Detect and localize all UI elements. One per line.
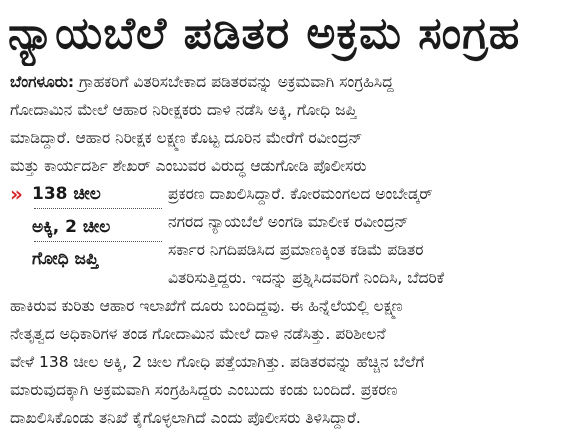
headline: ನ್ಯಾಯಬೆಲೆ ಪಡಿತರ ಅಕ್ರಮ ಸಂಗ್ರಹ (8, 8, 521, 59)
body-line-4: ಮತ್ತು ಕಾರ್ಯದರ್ಶಿ ಶೇಖರ್ ಎಂಬುವರ ವಿರುದ್ಧ ಆಡುಗೋಡಿ ಪೊಲೀಸರು (10, 157, 367, 175)
body-line-8: ವಿತರಿಸುತ್ತಿದ್ದರು. ಇದನ್ನು ಪ್ರಶ್ನಿಸಿದವರಿಗೆ ನಿಂದಿಸಿ, ಬೆದರಿಕೆ (168, 269, 445, 287)
body-line-12: ಮಾರುವುದಕ್ಕಾಗಿ ಅಕ್ರಮವಾಗಿ ಸಂಗ್ರಹಿಸಿದ್ದರು ಎಂಬುದು ಕಂಡು ಬಂದಿದೆ. ಪ್ರಕರಣ (10, 381, 398, 399)
pull-quote-line-2: ಅಕ್ಕಿ, 2 ಚೀಲ (32, 217, 111, 237)
pull-quote (10, 176, 158, 276)
body-line-3: ಮಾಡಿದ್ದಾರೆ. ಆಹಾರ ನಿರೀಕ್ಷಕ ಲಕ್ಷ್ಮಣ ಕೊಟ್ಟ ದೂರಿನ ಮೇರೆಗೆ ರವೀಂದ್ರನ್ (10, 129, 363, 147)
divider (34, 241, 162, 243)
body-line-13: ದಾಖಲಿಸಿಕೊಂಡು ತನಿಖೆ ಕೈಗೊಳ್ಳಲಾಗಿದೆ ಎಂದು ಪೊಲೀಸರು ತಿಳಿಸಿದ್ದಾರೆ. (10, 409, 361, 427)
body-line-5: ಪ್ರಕರಣ ದಾಖಲಿಸಿದ್ದಾರೆ. ಕೋರಮಂಗಲದ ಅಂಬೇಡ್ಕರ್ (168, 185, 433, 203)
dateline (10, 68, 394, 96)
body-line-11: ವೇಳೆ 138 ಚೀಲ ಅಕ್ಕಿ, 2 ಚೀಲ ಗೋಧಿ ಪತ್ತೆಯಾಗಿತ್ತು. ಪಡಿತರವನ್ನು ಹೆಚ್ಚಿನ ಬೆಲೆಗೆ (10, 353, 425, 371)
pull-quote-marker-icon: » (10, 182, 23, 206)
dateline-label: ಬೆಂಗಳೂರು: (10, 73, 75, 91)
body-line-9: ಹಾಕಿರುವ ಕುರಿತು ಆಹಾರ ಇಲಾಖೆಗೆ ದೂರು ಬಂದಿದ್ದವು. ಈ ಹಿನ್ನೆಲೆಯಲ್ಲಿ ಲಕ್ಷ್ಮಣ (10, 297, 403, 315)
body-line-2: ಗೋದಾಮಿನ ಮೇಲೆ ಆಹಾರ ನಿರೀಕ್ಷಕರು ದಾಳಿ ನಡೆಸಿ ಅಕ್ಕಿ, ಗೋಧಿ ಜಪ್ತಿ (10, 101, 357, 119)
divider (34, 208, 162, 210)
pull-quote-line-3: ಗೋಧಿ ಜಪ್ತಿ (32, 249, 99, 269)
body-line-10: ನೇತೃತ್ವದ ಅಧಿಕಾರಿಗಳ ತಂಡ ಗೋದಾಮಿನ ಮೇಲೆ ದಾಳಿ ನಡೆಸಿತ್ತು. ಪರಿಶೀಲನೆ (10, 325, 386, 343)
body-line-7: ಸರ್ಕಾರ ನಿಗದಿಪಡಿಸಿದ ಪ್ರಮಾಣಕ್ಕಿಂತ ಕಡಿಮೆ ಪಡಿತರ (168, 241, 424, 259)
body-line-1: ಗ್ರಾಹಕರಿಗೆ ವಿತರಿಸಬೇಕಾದ ಪಡಿತರವನ್ನು ಅಕ್ರಮವಾಗಿ ಸಂಗ್ರಹಿಸಿದ್ದ (79, 73, 394, 91)
body-line-6: ನಗರದ ನ್ಯಾಯಬೆಲೆ ಅಂಗಡಿ ಮಾಲೀಕ ರವೀಂದ್ರನ್ (168, 213, 409, 231)
pull-quote-line-1: 138 ಚೀಲ (32, 184, 101, 204)
